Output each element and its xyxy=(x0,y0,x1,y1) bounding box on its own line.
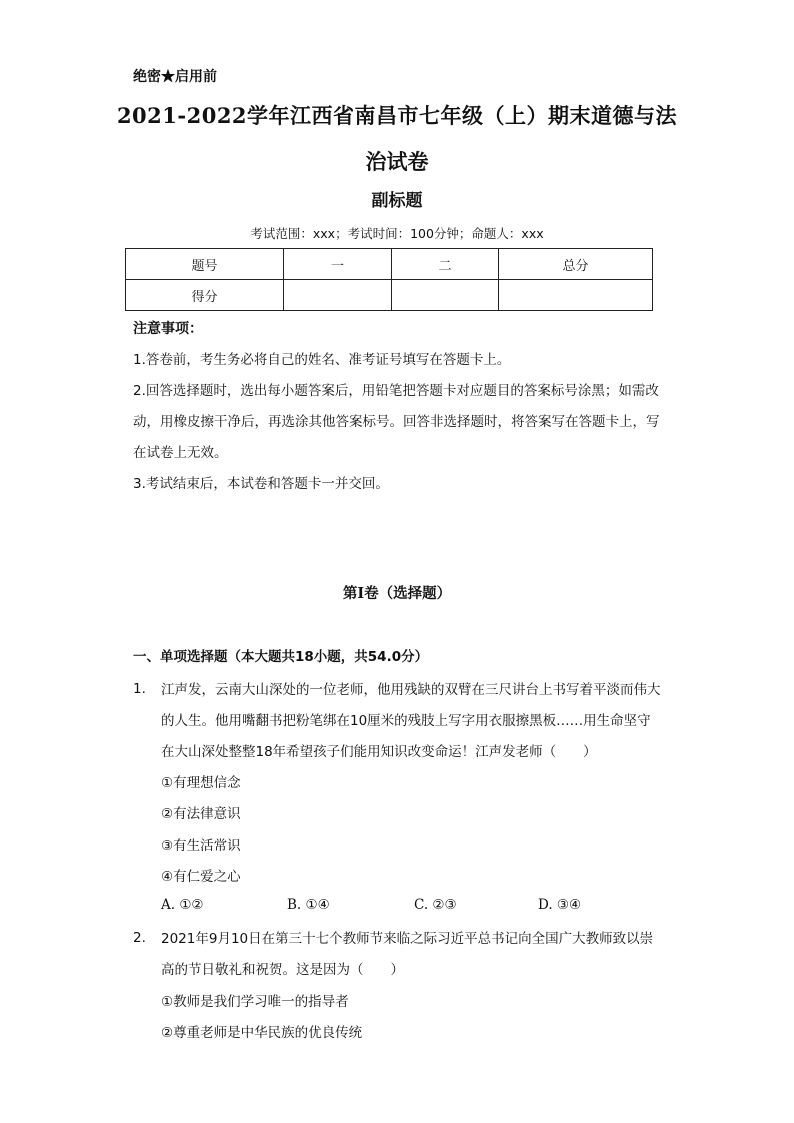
section-title: 一、单项选择题（本大题共18小题，共54.0分） xyxy=(133,649,429,665)
question-option: ③有生活常识 xyxy=(161,838,241,854)
notice-item: 3.考试结束后，本试卷和答题卡一并交回。 xyxy=(133,476,389,492)
notice-item: 2.回答选择题时，选出每小题答案后，用铅笔把答题卡对应题目的答案标号涂黑；如需改动，用橡皮擦干净后，再选涂其他答案标号。回答非选择题时，将答案写在答题卡上，写在试卷上无效。 xyxy=(133,383,660,461)
exam-title-line2: 治试卷 xyxy=(365,149,429,174)
question-option: ②尊重老师是中华民族的优良传统 xyxy=(161,1025,363,1041)
score-cell xyxy=(392,280,499,311)
score-cell xyxy=(499,280,653,311)
score-cell xyxy=(284,280,392,311)
part-title: 第Ⅰ卷（选择题） xyxy=(342,585,452,602)
score-cell: 二 xyxy=(392,249,499,280)
question-option: ②有法律意识 xyxy=(161,806,241,822)
score-cell: 题号 xyxy=(126,249,284,280)
score-cell: 得分 xyxy=(126,280,284,311)
score-cell: 一 xyxy=(284,249,392,280)
answer-choice-b: B. ①④ xyxy=(287,897,330,913)
score-cell: 总分 xyxy=(499,249,653,280)
exam-title-line1: 2021-2022学年江西省南昌市七年级（上）期末道德与法 xyxy=(116,103,678,128)
answer-choice-a: A. ①② xyxy=(161,897,204,913)
notice-heading: 注意事项： xyxy=(133,321,203,337)
confidential-label: 绝密★启用前 xyxy=(133,69,217,85)
question-number: 1. xyxy=(133,681,146,697)
question-option: ④有仁爱之心 xyxy=(161,869,241,885)
question-option: ①教师是我们学习唯一的指导者 xyxy=(161,994,349,1010)
answer-choice-c: C. ②③ xyxy=(414,897,457,913)
question-option: ①有理想信念 xyxy=(161,775,241,791)
score-table xyxy=(125,248,653,311)
question-number: 2. xyxy=(133,930,146,946)
score-table-header-row xyxy=(126,249,653,280)
score-table-score-row xyxy=(126,280,653,311)
notice-item: 1.答卷前，考生务必将自己的姓名、准考证号填写在答题卡上。 xyxy=(133,352,511,368)
exam-info: 考试范围：xxx；考试时间：100分钟；命题人：xxx xyxy=(250,226,544,241)
question-stem: 2021年9月10日在第三十七个教师节来临之际习近平总书记向全国广大教师致以崇高的节日敬礼和祝贺。这是因为（ ） xyxy=(161,931,654,978)
exam-subtitle: 副标题 xyxy=(371,191,423,211)
answer-choice-d: D. ③④ xyxy=(538,897,582,913)
question-stem: 江声发，云南大山深处的一位老师，他用残缺的双臂在三尺讲台上书写着平淡而伟大的人生。他用嘴翻书把粉笔绑在10厘米的残肢上写字用衣服擦黑板……用生命坚守在大山深处整整18年希望孩子们能用知识改变命运！江声发老师（ ） xyxy=(161,682,661,760)
